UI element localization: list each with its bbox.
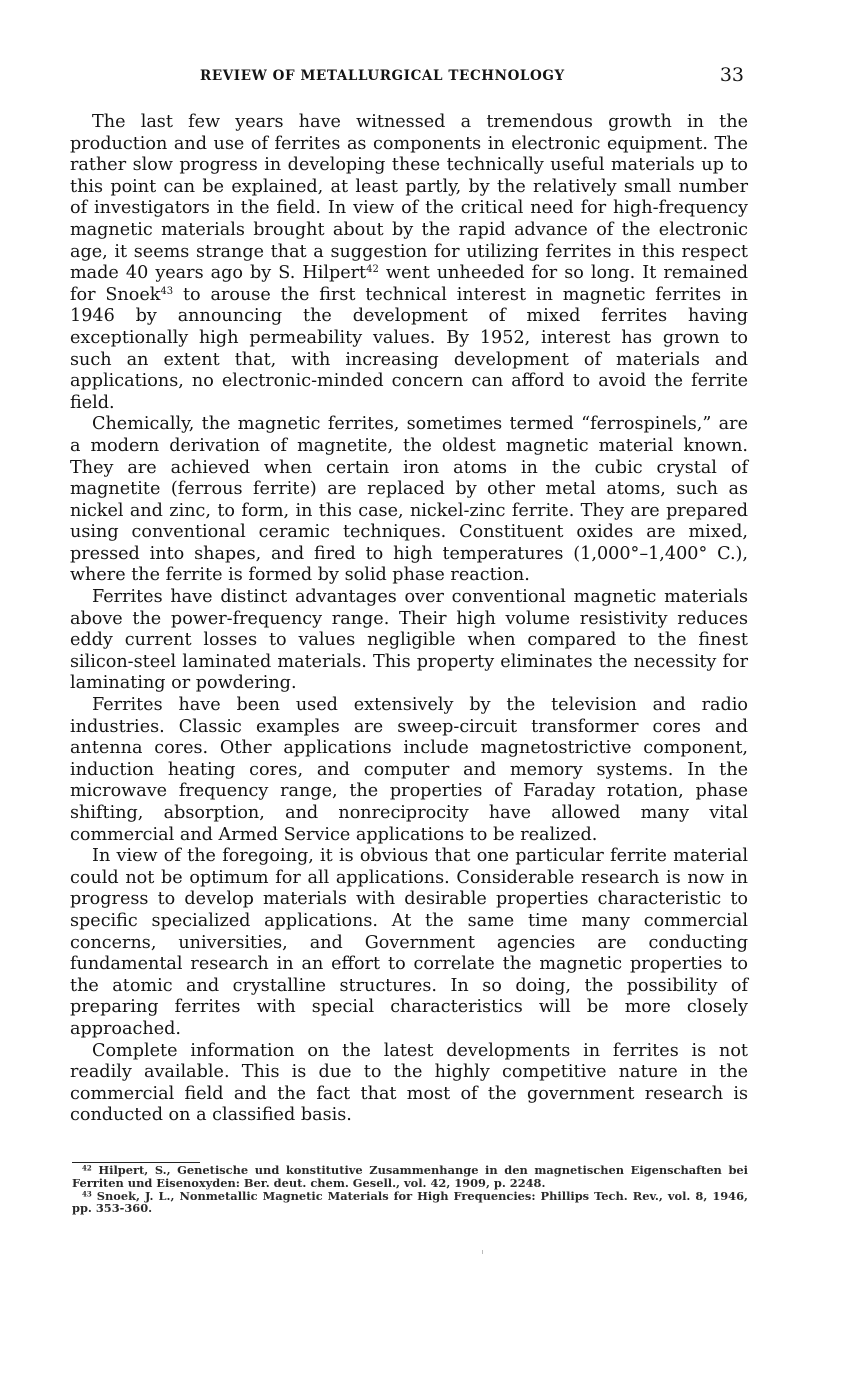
footnotes <box>72 1164 748 1215</box>
footnote-ref-43: 43 <box>160 285 174 297</box>
paragraph-1 <box>70 112 748 414</box>
scan-speck <box>482 1250 483 1254</box>
footnote-text-43: Snoek, J. L., Nonmetallic Magnetic Materials for High Frequencies: Phillips Tech. Rev., vol. 8, 1946, pp. 353-360. <box>72 1188 748 1216</box>
footnote-marker-43: 43 <box>82 1189 92 1199</box>
paragraph-2: Chemically, the magnetic ferrites, sometimes termed “ferrospinels,” are a modern derivation of magnetite, the oldest magnetic material known. They are achieved when certain iron atoms in the cubic crystal of magnetite (ferrous ferrite) are replaced by other metal atoms, such as nickel and zinc, to form, in this case, nickel-zinc ferrite. They are prepared using conventional ceramic techniques. Constituent oxides are mixed, pressed into shapes, and fired to high temperatures (1,000°–1,400° C.), where the ferrite is formed by solid phase reaction. <box>70 414 748 586</box>
footnote-text-42: Hilpert, S., Genetische und konstitutive Zusammenhange in den magnetischen Eigenschaften bei Ferriten und Eisenoxyden: Ber. deut. chem. Gesell., vol. 42, 1909, p. 2248. <box>72 1163 748 1190</box>
paragraph-1-text-a: The last few years have witnessed a tremendous growth in the production and use of ferrites as components in electronic equipment. The rather slow progress in developing these technically useful materials up to this point can be explained, at least partly, by the relatively small number of investigators in the field. In view of the critical need for high-frequency magnetic materials brought about by the rapid advance of the electronic age, it seems strange that a suggestion for utilizing ferrites in this respect made 40 years ago by S. Hilpert <box>70 112 748 284</box>
paragraph-3: Ferrites have distinct advantages over conventional magnetic materials above the power-frequency range. Their high volume resistivity reduces eddy current losses to values negligible when compared to the finest silicon-steel laminated materials. This property eliminates the necessity for laminating or powdering. <box>70 587 748 694</box>
paragraph-1-text-c: to arouse the first technical interest in magnetic ferrites in 1946 by announcing the development of mixed ferrites having exceptionally high permeability values. By 1952, interest has grown to such an extent that, with increasing development of materials and applications, no electronic-minded concern can afford to avoid the ferrite field. <box>70 284 748 413</box>
article-body <box>70 112 748 1127</box>
page-number: 33 <box>719 64 744 86</box>
paragraph-6: Complete information on the latest developments in ferrites is not readily available. This is due to the highly competitive nature in the commercial field and the fact that most of the government research is conducted on a classified basis. <box>70 1040 748 1126</box>
paragraph-4: Ferrites have been used extensively by the television and radio industries. Classic examples are sweep-circuit transformer cores and antenna cores. Other applications include magnetostrictive component, induction heating cores, and computer and memory systems. In the microwave frequency range, the properties of Faraday rotation, phase shifting, absorption, and nonreciprocity have allowed many vital commercial and Armed Service applications to be realized. <box>70 695 748 845</box>
paragraph-5: In view of the foregoing, it is obvious that one particular ferrite material could not be optimum for all applications. Considerable research is now in progress to develop materials with desirable properties characteristic to specific specialized applications. At the same time many commercial concerns, universities, and Government agencies are conducting fundamental research in an effort to correlate the magnetic properties to the atomic and crystalline structures. In so doing, the possibility of preparing ferrites with special characteristics will be more closely approached. <box>70 846 748 1039</box>
running-head: REVIEW OF METALLURGICAL TECHNOLOGY <box>200 68 565 84</box>
paragraph-1-text-b: went unheeded for so long. It remained for Snoek <box>70 263 749 305</box>
page-header <box>70 64 748 90</box>
footnote-42 <box>72 1164 748 1190</box>
footnote-marker-42: 42 <box>82 1163 92 1173</box>
footnote-43 <box>72 1190 748 1216</box>
footnote-ref-42: 42 <box>366 264 379 276</box>
